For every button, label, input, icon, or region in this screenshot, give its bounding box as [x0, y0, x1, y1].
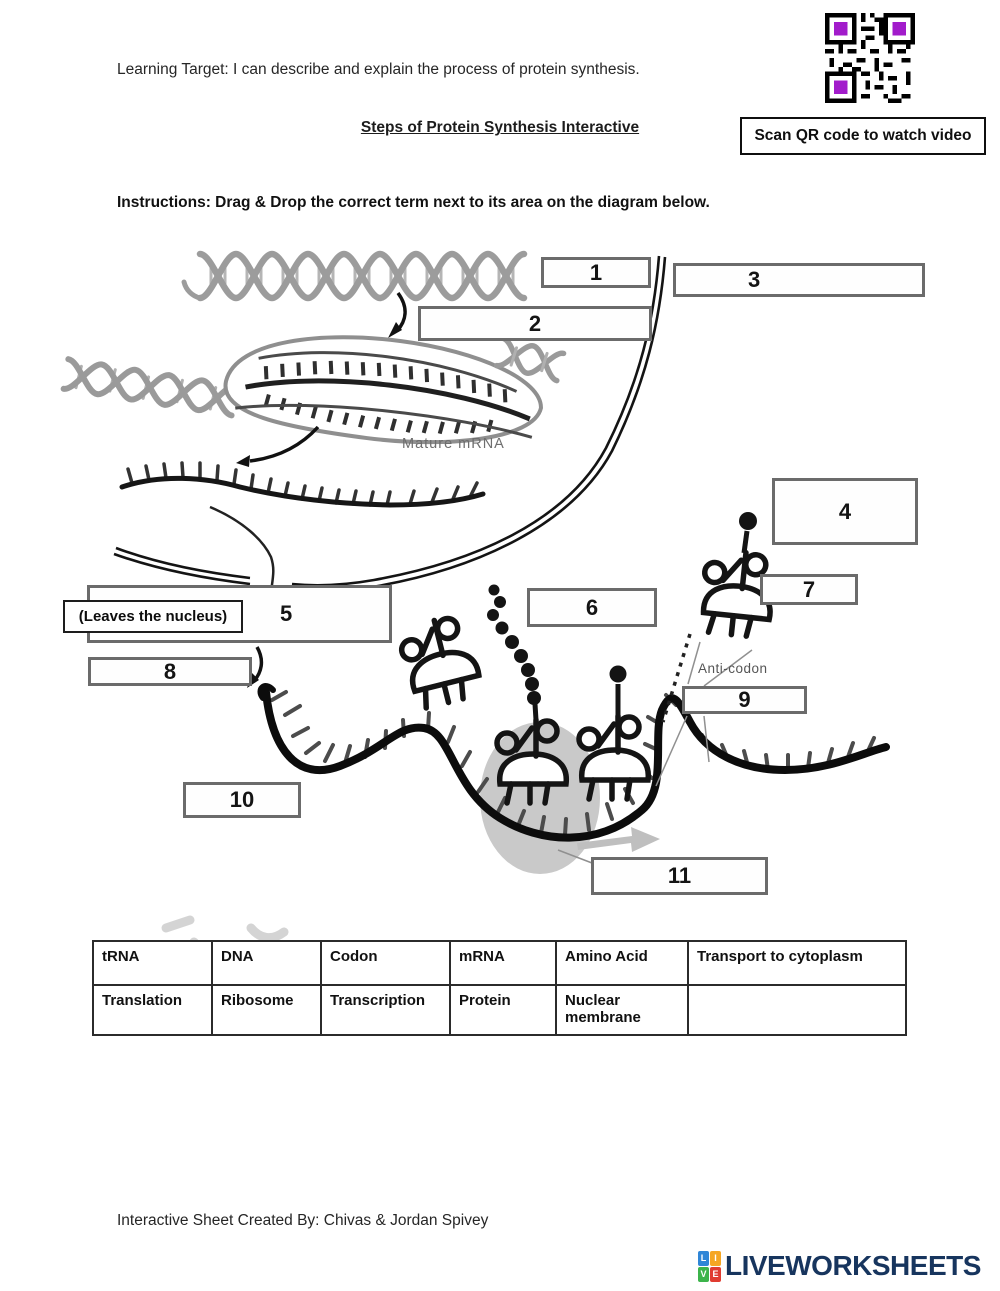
drop-box-6[interactable]: 6: [527, 588, 657, 627]
logo-tile-v: V: [698, 1267, 709, 1282]
drop-box-2[interactable]: 2: [418, 306, 652, 341]
term-amino-acid[interactable]: Amino Acid: [556, 941, 688, 985]
word-bank-table: [92, 940, 907, 1036]
transcription-arrow: [388, 293, 405, 338]
trna-free-left-icon: [396, 613, 483, 710]
term-translation[interactable]: Translation: [93, 985, 212, 1035]
liveworksheets-logo: [698, 1250, 981, 1282]
term-nuclear-membrane[interactable]: Nuclear membrane: [556, 985, 688, 1035]
drop-box-5[interactable]: 5: [87, 585, 392, 643]
mature-mrna-label: Mature mRNA: [402, 436, 505, 452]
term-empty-cell: [688, 985, 906, 1035]
logo-tile-e: E: [710, 1267, 721, 1282]
leaves-nucleus-label-box: [63, 600, 243, 633]
drop-box-1[interactable]: 1: [541, 257, 651, 288]
term-ribosome[interactable]: Ribosome: [212, 985, 321, 1035]
term-mrna[interactable]: mRNA: [450, 941, 556, 985]
trna-ribosome-right-icon: [579, 666, 648, 800]
term-dna[interactable]: DNA: [212, 941, 321, 985]
instructions-text: Instructions: Drag & Drop the correct term next to its area on the diagram below.: [117, 194, 710, 211]
term-transcription[interactable]: Transcription: [321, 985, 450, 1035]
mature-mrna-strand: [122, 463, 483, 505]
drop-box-9[interactable]: 9: [682, 686, 807, 714]
logo-tile-l: L: [698, 1251, 709, 1266]
dna-double-helix-icon: [184, 254, 524, 298]
unwound-dna-left-helix: [64, 359, 237, 415]
anti-codon-label: Anti-codon: [698, 661, 768, 676]
term-codon[interactable]: Codon: [321, 941, 450, 985]
term-transport-to-cytoplasm[interactable]: Transport to cytoplasm: [688, 941, 906, 985]
term-protein[interactable]: Protein: [450, 985, 556, 1035]
page-title: Steps of Protein Synthesis Interactive: [360, 119, 640, 136]
term-trna[interactable]: tRNA: [93, 941, 212, 985]
leaves-nucleus-label: (Leaves the nucleus): [78, 608, 228, 625]
drop-box-3[interactable]: 3: [673, 263, 925, 297]
drop-box-8[interactable]: 8: [88, 657, 252, 686]
learning-target-text: Learning Target: I can describe and explain the process of protein synthesis.: [117, 61, 640, 78]
to-mature-mrna-arrow: [236, 427, 318, 467]
drop-box-11[interactable]: 11: [591, 857, 768, 895]
drop-box-7[interactable]: 7: [760, 574, 858, 605]
drop-box-4[interactable]: 4: [772, 478, 918, 545]
scan-qr-caption: Scan QR code to watch video: [754, 127, 972, 144]
logo-tile-i: I: [710, 1251, 721, 1266]
liveworksheets-logo-icon: [698, 1251, 721, 1282]
drop-box-10[interactable]: 10: [183, 782, 301, 818]
logo-wordmark: LIVEWORKSHEETS: [725, 1250, 981, 1281]
footer-credit-text: Interactive Sheet Created By: Chivas & Jordan Spivey: [117, 1212, 489, 1229]
